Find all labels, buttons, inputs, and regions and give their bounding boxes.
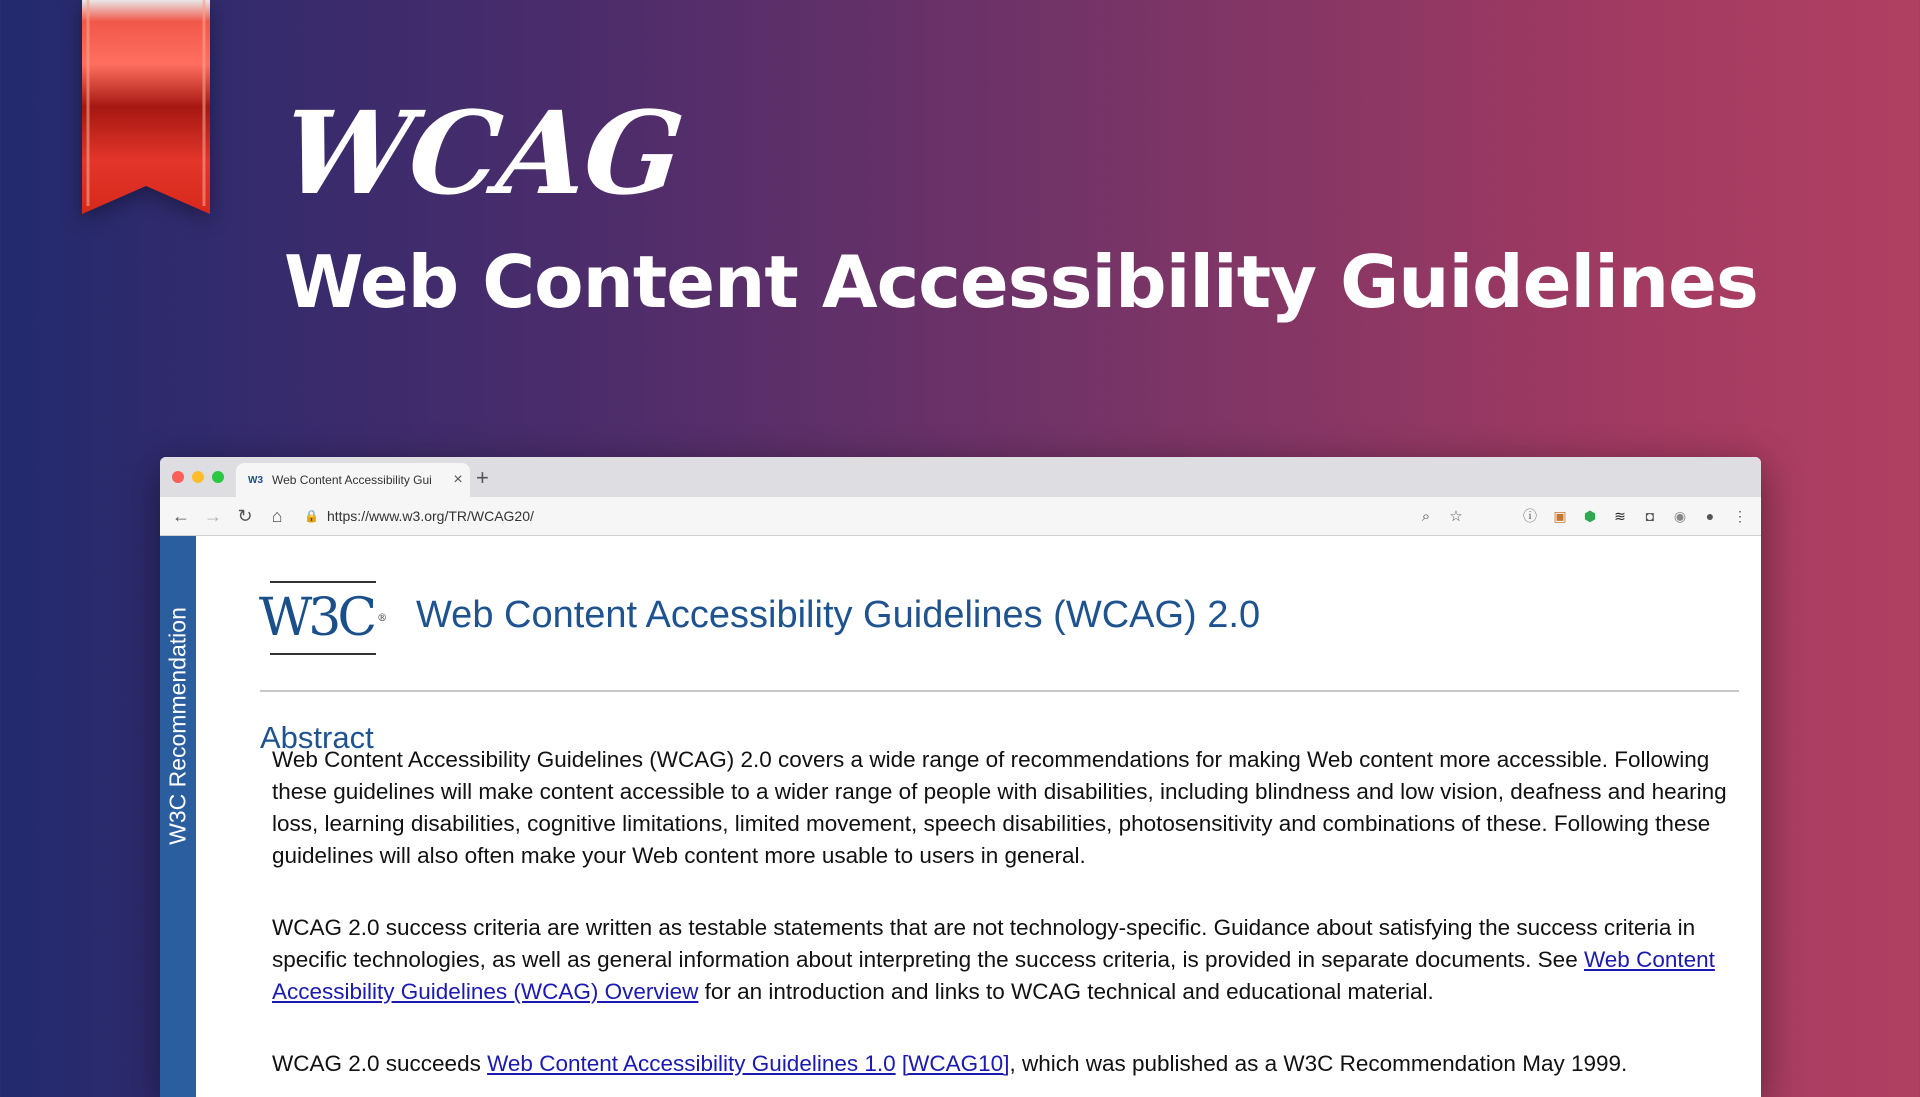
tab-bar xyxy=(160,457,1761,497)
bookmark-ribbon-icon xyxy=(82,0,210,214)
puzzle-extension-icon[interactable]: ▣ xyxy=(1553,508,1567,524)
browser-toolbar xyxy=(160,497,1761,536)
forward-arrow-icon[interactable]: → xyxy=(204,505,222,526)
tab-close-icon[interactable]: × xyxy=(453,471,463,488)
reload-icon[interactable]: ↻ xyxy=(237,505,253,526)
lock-icon: 🔒 xyxy=(304,509,319,523)
extension-icons xyxy=(1519,505,1751,527)
settings-extension-icon[interactable]: ◉ xyxy=(1673,508,1687,524)
star-icon[interactable]: ☆ xyxy=(1449,508,1463,525)
w3c-status-sidebar xyxy=(160,536,196,1097)
w3c-logo-text: W3C xyxy=(258,588,374,648)
back-arrow-icon[interactable]: ← xyxy=(172,505,190,526)
new-tab-button[interactable]: + xyxy=(476,465,489,490)
url-text[interactable]: https://www.w3.org/TR/WCAG20/ xyxy=(326,508,534,524)
camera-extension-icon[interactable]: ◘ xyxy=(1645,508,1655,524)
layers-extension-icon[interactable]: ≋ xyxy=(1614,508,1626,524)
close-window-button[interactable] xyxy=(172,471,184,483)
w3c-logo[interactable] xyxy=(258,581,388,655)
wcag10-link[interactable]: Web Content Accessibility Guidelines 1.0 xyxy=(487,1050,896,1076)
abstract-paragraph-3 xyxy=(272,1048,1739,1080)
minimize-window-button[interactable] xyxy=(192,471,204,483)
w3c-favicon-icon: W3 xyxy=(248,474,263,486)
hero-logo: WCAG xyxy=(276,86,688,220)
title-divider xyxy=(260,690,1739,692)
address-bar[interactable] xyxy=(298,502,1471,530)
registered-mark: ® xyxy=(377,612,388,624)
tab-wcag[interactable] xyxy=(236,463,470,497)
abstract-paragraph-1: Web Content Accessibility Guidelines (WCAG) 2.0 covers a wide range of recommendations for making Web content more accessible. Following these guidelines will make content accessible to a wider range of people with disabilities, including blindness and low vision, deafness and hearing loss, learning disabilities, cognitive limitations, limited movement, speech disabilities, photosensitivity and combinations of these. Following these guidelines will also often make your Web content more usable to users in general. xyxy=(272,746,1727,868)
zoom-icon[interactable]: ⌕ xyxy=(1421,507,1431,525)
paragraph3-text2: , which was published as a W3C Recommendation May 1999. xyxy=(1009,1050,1628,1076)
menu-dots-icon[interactable]: ⋮ xyxy=(1733,508,1747,524)
info-extension-icon[interactable]: ⓘ xyxy=(1523,508,1537,524)
abstract-heading: Abstract xyxy=(260,720,374,755)
hero-title: Web Content Accessibility Guidelines xyxy=(284,240,1758,324)
page-content xyxy=(160,536,1761,1097)
green-shield-extension-icon[interactable]: ⬢ xyxy=(1583,508,1597,524)
maximize-window-button[interactable] xyxy=(212,471,224,483)
profile-avatar-icon[interactable]: ● xyxy=(1705,508,1715,524)
paragraph2-text1: WCAG 2.0 success criteria are written as testable statements that are not technology-specific. Guidance about satisfying the success criteria in specific technologies, as well as general information about interpreting the success criteria, is provided in separate documents. See xyxy=(272,914,1696,972)
paragraph3-text1: WCAG 2.0 succeeds xyxy=(272,1050,488,1076)
browser-window xyxy=(160,457,1761,1097)
abstract-paragraph-2 xyxy=(272,912,1739,1008)
document-title: Web Content Accessibility Guidelines (WCAG) 2.0 xyxy=(416,594,1261,636)
sidebar-label: W3C Recommendation xyxy=(164,607,191,845)
paragraph2-text2: for an introduction and links to WCAG technical and educational material. xyxy=(698,978,1434,1004)
wcag10-ref-link[interactable]: [WCAG10] xyxy=(901,1050,1010,1076)
home-icon[interactable]: ⌂ xyxy=(271,505,283,526)
tab-title: Web Content Accessibility Gui xyxy=(272,473,432,487)
wcag-overview-link[interactable]: Web Content Accessibility Guidelines (WCAG) Overview xyxy=(272,946,1715,1004)
